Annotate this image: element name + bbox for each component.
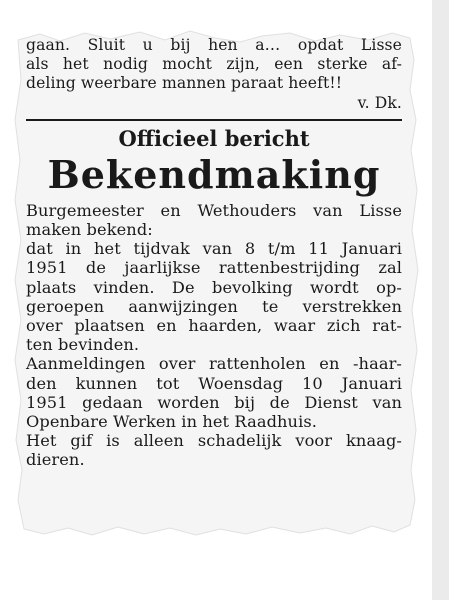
text-line: als het nodig mocht zijn, een sterke af- <box>26 55 402 74</box>
notice-heading: Officieel bericht <box>118 125 310 151</box>
text-line: over plaatsen en haarden, waar zich rat- <box>26 316 402 336</box>
text-line: Openbare Werken in het Raadhuis. <box>26 412 318 432</box>
clipping-content <box>26 36 402 470</box>
notice-paragraph <box>26 431 402 469</box>
text-line: Aanmeldingen over rattenholen en -haar- <box>26 354 402 374</box>
notice-body <box>26 201 402 470</box>
text-line: dieren. <box>26 450 85 470</box>
separator-rule <box>26 119 402 121</box>
notice-paragraph <box>26 354 402 431</box>
text-line: maken bekend: <box>26 220 153 240</box>
text-line: den kunnen tot Woensdag 10 Januari <box>26 373 402 393</box>
text-line: plaats vinden. De bevolking wordt op- <box>26 277 402 297</box>
text-line: 1951 gedaan worden bij de Dienst van <box>26 392 402 412</box>
notice-paragraph <box>26 239 402 354</box>
text-line: gaan. Sluit u bij hen a… opdat Lisse <box>26 36 402 54</box>
text-line: geroepen aanwijzingen te verstrekken <box>26 296 402 316</box>
previous-article-ending <box>26 36 402 113</box>
text-line: dat in het tijdvak van 8 t/m 11 Januari <box>26 239 402 259</box>
text-line: 1951 de jaarlijkse rattenbestrijding zal <box>26 258 402 278</box>
text-line: Burgemeester en Wethouders van Lisse <box>26 200 402 220</box>
text-line: Het gif is alleen schadelijk voor knaag- <box>26 431 402 451</box>
text-line: deling weerbare mannen paraat heeft!! <box>26 74 343 93</box>
author-signature: v. Dk. <box>357 93 402 112</box>
text-line: ten bevinden. <box>26 335 140 355</box>
notice-paragraph <box>26 201 402 239</box>
notice-title: Bekendmaking <box>47 151 381 197</box>
